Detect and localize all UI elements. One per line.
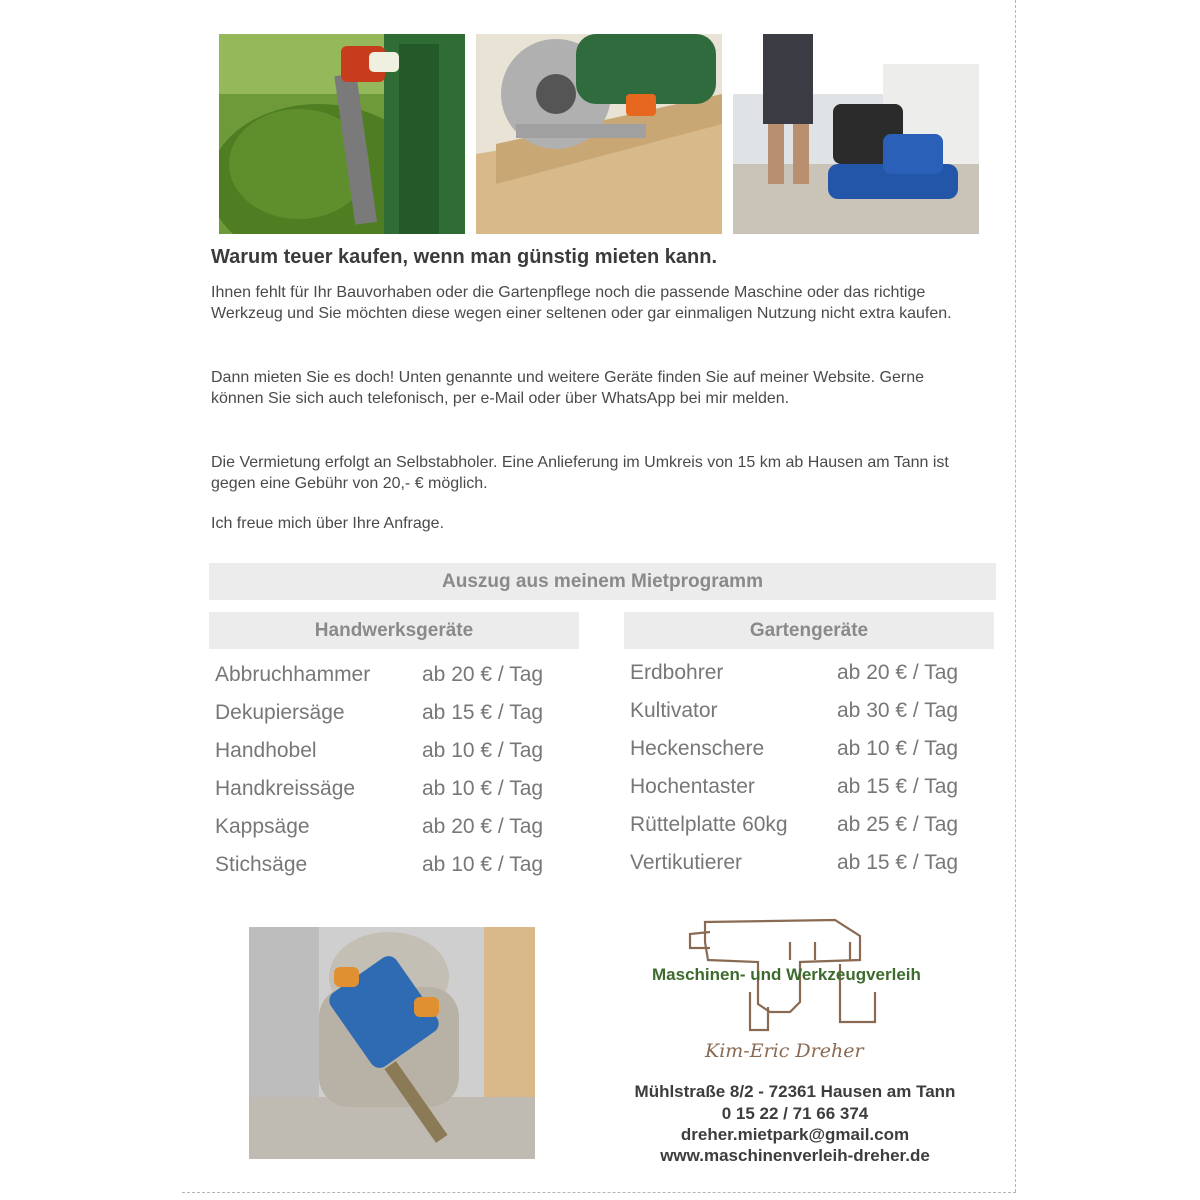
item-price: ab 20 € / Tag [422,815,544,838]
item-price: ab 20 € / Tag [422,663,544,686]
contact-website[interactable]: www.maschinenverleih-dreher.de [660,1146,930,1165]
price-row [215,736,543,766]
item-name: Handkreissäge [215,777,356,800]
intro-paragraph: Ihnen fehlt für Ihr Bauvorhaben oder die Gartenpflege noch die passende Maschine oder das richtige Werkzeug und Sie möchten diese wegen einer seltenen oder gar einmaligen Nutzung nicht extra kaufen. [211,284,952,322]
company-logo [650,912,935,1062]
category-header-craft [209,612,579,649]
closing-paragraph: Ich freue mich über Ihre Anfrage. [211,515,445,532]
item-name: Abbruchhammer [215,663,371,686]
item-name: Dekupiersäge [215,701,345,724]
price-row [630,696,958,726]
category-title: Gartengeräte [749,619,869,641]
item-name: Hochentaster [630,775,755,798]
item-name: Erdbohrer [630,661,724,684]
item-name: Vertikutierer [630,851,743,874]
item-price: ab 10 € / Tag [837,737,959,760]
item-price: ab 10 € / Tag [422,777,544,800]
item-price: ab 15 € / Tag [422,701,544,724]
item-name: Rüttelplatte 60kg [630,813,788,836]
item-name: Kappsäge [215,815,310,838]
logo-owner-signature: Kim-Eric Dreher [705,1040,864,1062]
price-row [630,772,958,802]
item-name: Handhobel [215,739,317,762]
item-price: ab 25 € / Tag [837,813,959,836]
item-price: ab 15 € / Tag [837,851,959,874]
contact-email[interactable]: dreher.mietpark@gmail.com [680,1125,910,1144]
price-row [215,698,543,728]
price-row [630,734,958,764]
photo-hedge-trimmer [219,34,465,234]
photo-circular-saw [476,34,722,234]
logo-company-name: Maschinen- und Werkzeugverleih [652,965,921,984]
headline: Warum teuer kaufen, wenn man günstig mieten kann. [211,246,718,268]
price-row [215,660,543,690]
contact-address: Mühlstraße 8/2 - 72361 Hausen am Tann [634,1082,956,1101]
item-name: Kultivator [630,699,718,722]
rent-paragraph: Dann mieten Sie es doch! Unten genannte und weitere Geräte finden Sie auf meiner Website. Gerne können Sie sich auch telefonisch, per e-Mail oder über WhatsApp bei mir melden. [211,369,925,407]
price-row [630,848,958,878]
price-row [630,810,958,840]
item-price: ab 10 € / Tag [422,853,544,876]
item-name: Heckenschere [630,737,765,760]
program-title: Auszug aus meinem Mietprogramm [442,570,763,592]
item-price: ab 15 € / Tag [837,775,959,798]
dashed-frame-right [1015,0,1016,1192]
item-price: ab 30 € / Tag [837,699,959,722]
program-title-bar [209,563,996,600]
price-row [215,812,543,842]
category-header-garden [624,612,994,649]
photo-demolition-hammer [249,927,535,1159]
category-title: Handwerksgeräte [314,619,474,641]
price-row [630,658,958,688]
delivery-paragraph: Die Vermietung erfolgt an Selbstabholer. Eine Anlieferung im Umkreis von 15 km ab Hausen am Tann ist gegen eine Gebühr von 20,- € möglich. [211,454,949,492]
item-price: ab 10 € / Tag [422,739,544,762]
price-row [215,850,543,880]
dashed-frame-bottom [182,1192,1016,1193]
item-price: ab 20 € / Tag [837,661,959,684]
photo-plate-compactor [733,34,979,234]
price-row [215,774,543,804]
contact-phone[interactable]: 0 15 22 / 71 66 374 [721,1104,869,1123]
item-name: Stichsäge [215,853,308,876]
